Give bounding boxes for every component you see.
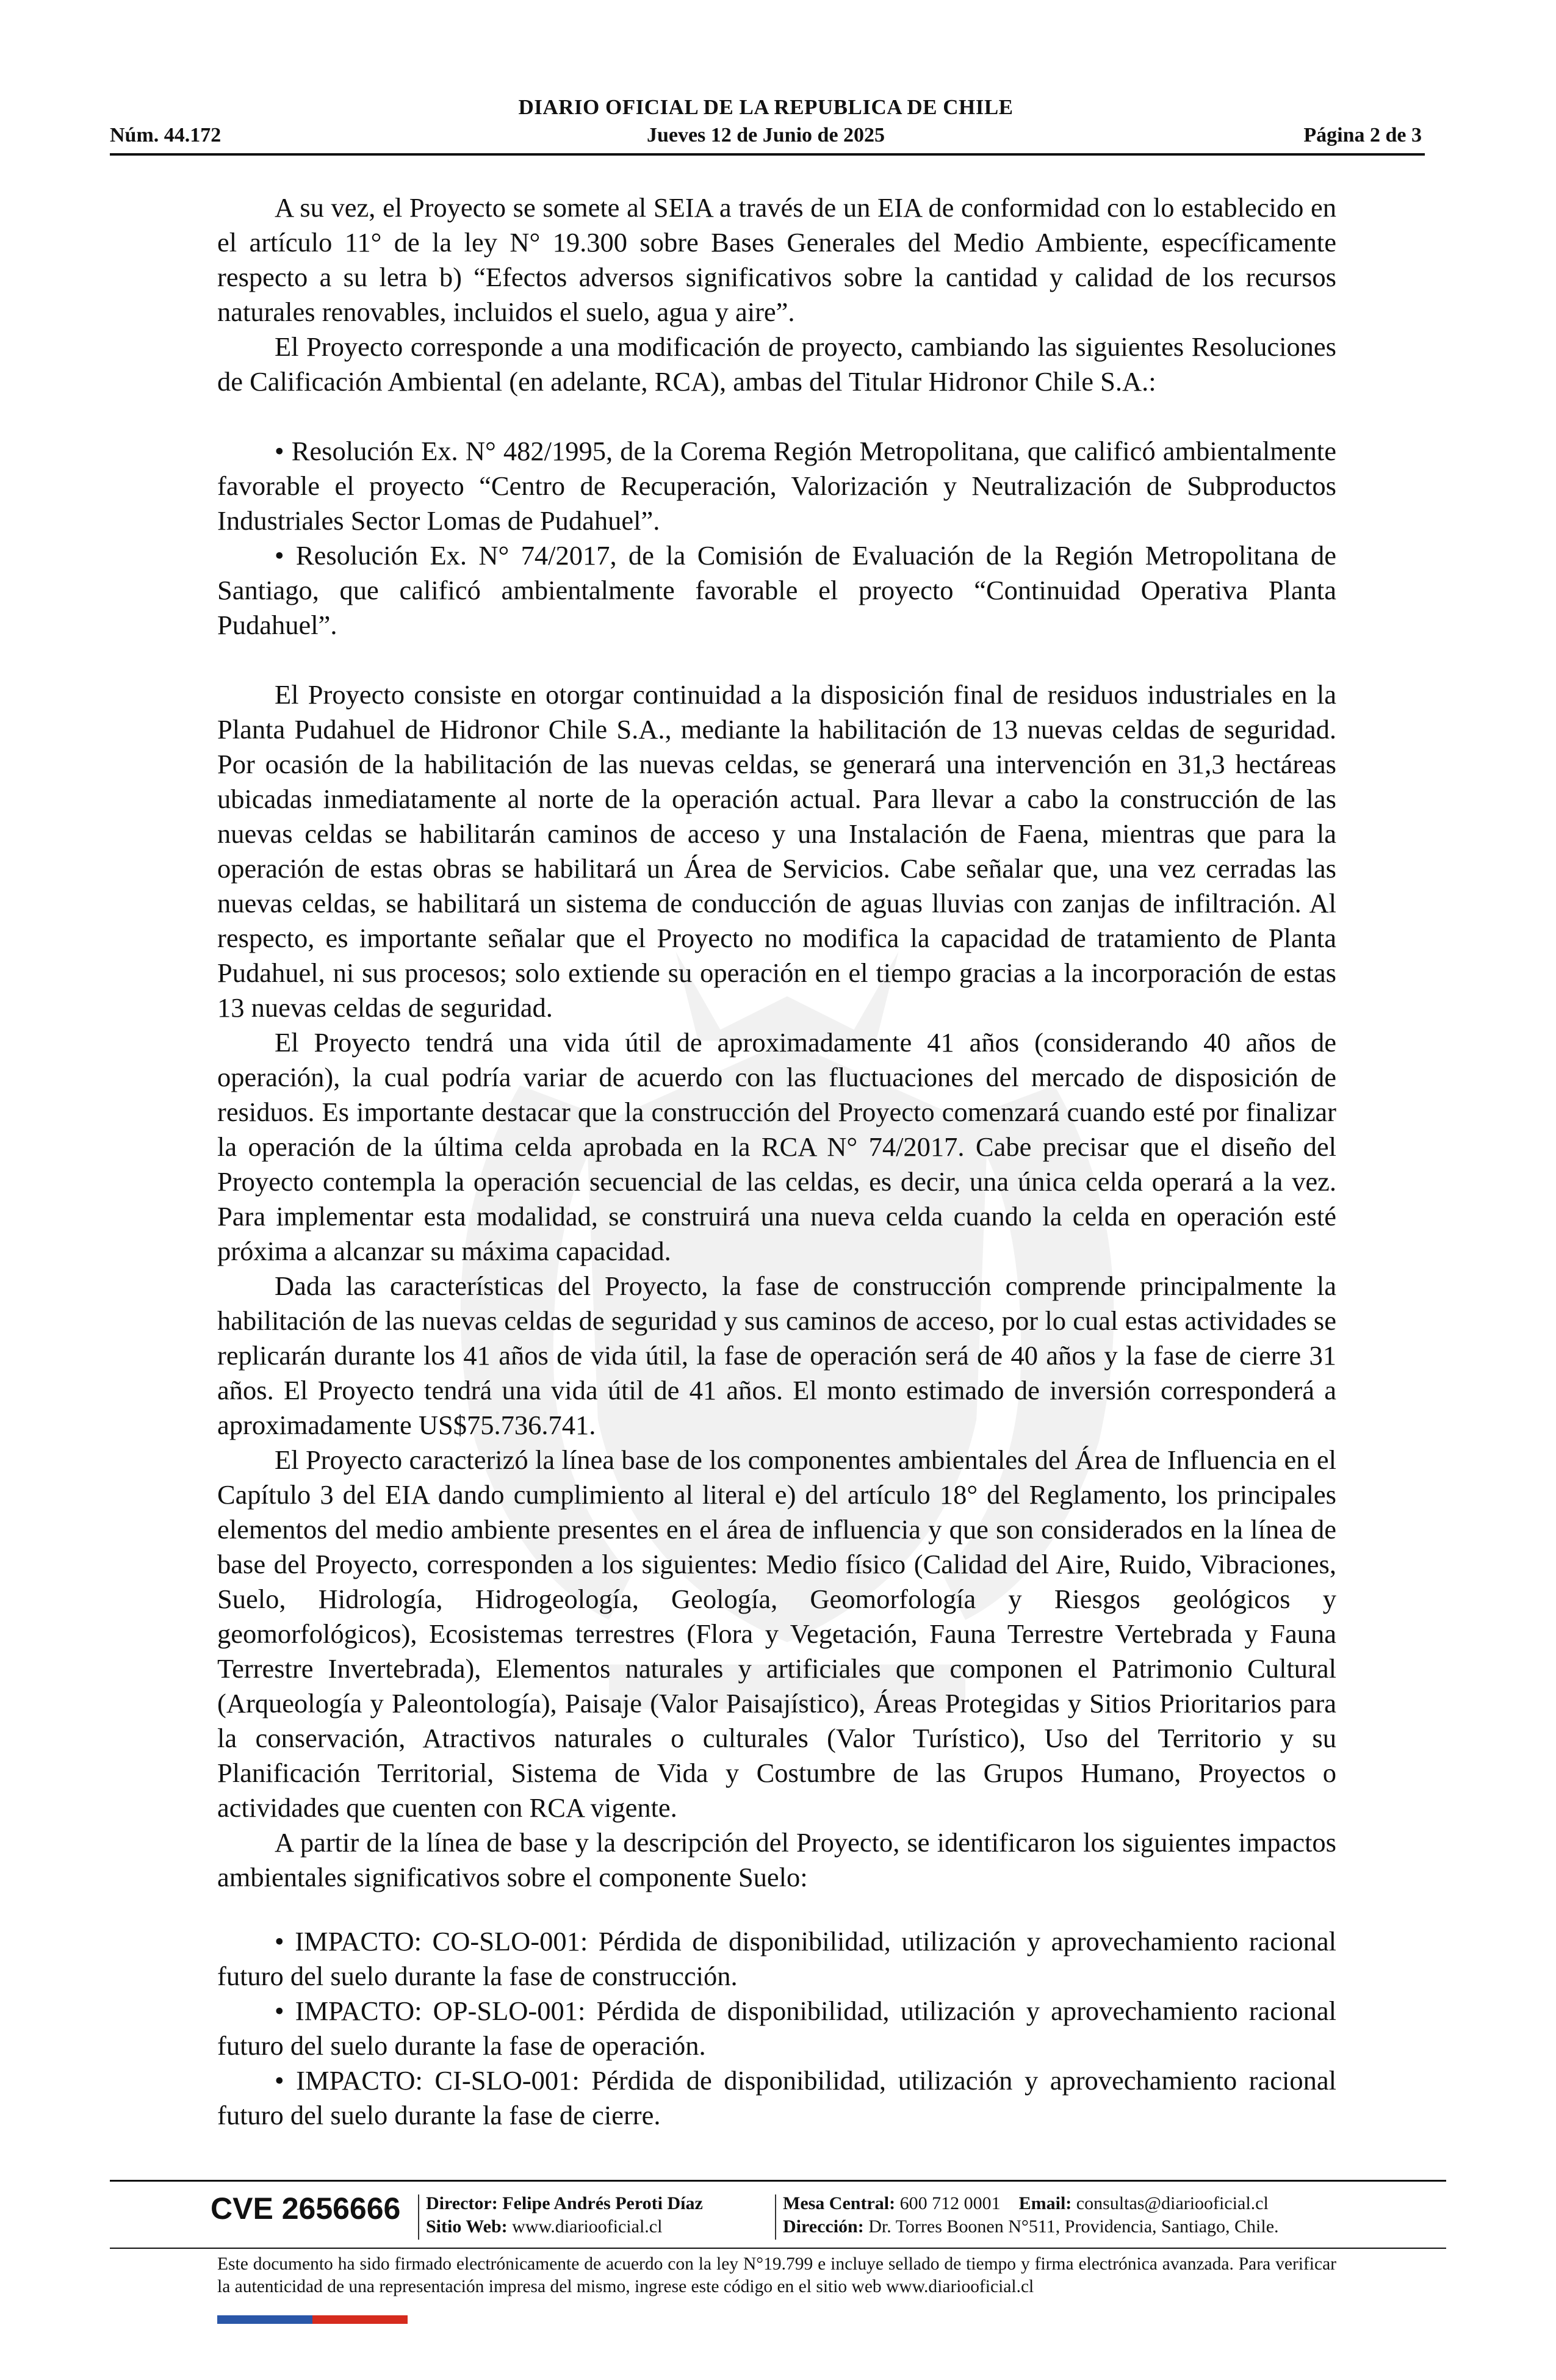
- issue-number: Núm. 44.172: [110, 124, 222, 146]
- list-item: • Resolución Ex. N° 482/1995, de la Corema Región Metropolitana, que calificó ambientalmente favorable el proyecto “Centro de Recuperación, Valorización y Neutralización de Subproductos Industriales Sector Lomas de Pudahuel”.: [217, 436, 1336, 536]
- website-link[interactable]: www.diariooficial.cl: [512, 2216, 663, 2237]
- list-item: • IMPACTO: OP-SLO-001: Pérdida de disponibilidad, utilización y aprovechamiento racional futuro del suelo durante la fase de operación.: [217, 1996, 1336, 2061]
- footer-separator: [418, 2194, 419, 2240]
- address: Dr. Torres Boonen N°511, Providencia, Santiago, Chile.: [868, 2216, 1279, 2237]
- paragraph: El Proyecto tendrá una vida útil de aproximadamente 41 años (considerando 40 años de operación), la cual podría variar de acuerdo con las fluctuaciones del mercado de disposición de residuos. Es importante destacar que la construcción del Proyecto comenzará cuando esté por finalizar la operación de la última celda aprobada en la RCA N° 74/2017. Cabe precisar que el diseño del Proyecto contempla la operación secuencial de las celdas, es decir, una única celda operará a la vez. Para implementar esta modalidad, se construirá una nueva celda cuando la celda en operación esté próxima a alcanzar su máxima capacidad.: [217, 1027, 1336, 1266]
- director-line: Director: Felipe Andrés Peroti Díaz: [426, 2193, 703, 2213]
- document-body: [217, 190, 1336, 2133]
- paragraph: A partir de la línea de base y la descripción del Proyecto, se identificaron los siguientes impactos ambientales significativos sobre el componente Suelo:: [217, 1827, 1336, 1892]
- cve-code: CVE 2656666: [211, 2191, 401, 2226]
- issue-date: Jueves 12 de Junio de 2025: [646, 124, 885, 146]
- paragraph: El Proyecto caracterizó la línea base de los componentes ambientales del Área de Influencia en el Capítulo 3 del EIA dando cumplimiento al literal e) del artículo 18° del Reglamento, los principales elementos del medio ambiente presentes en el área de influencia y que son considerados en la línea de base del Proyecto, corresponden a los siguientes: Medio físico (Calidad del Aire, Ruido, Vibraciones, Suelo, Hidrología, Hidrogeología, Geología, Geomorfología y Riesgos geológicos y geomorfológicos), Ecosistemas terrestres (Flora y Vegetación, Fauna Terrestre Vertebrada y Fauna Terrestre Invertebrada), Elementos naturales y artificiales que componen el Patrimonio Cultural (Arqueología y Paleontología), Paisaje (Valor Paisajístico), Áreas Protegidas y Sitios Prioritarios para la conservación, Atractivos naturales o culturales (Valor Turístico), Uso del Territorio y su Planificación Territorial, Sistema de Vida y Costumbre de las Grupos Humano, Proyectos o actividades que cuenten con RCA vigente.: [217, 1444, 1336, 1823]
- list-item: • IMPACTO: CO-SLO-001: Pérdida de disponibilidad, utilización y aprovechamiento racional futuro del suelo durante la fase de construcción.: [217, 1926, 1336, 1991]
- list-item: • Resolución Ex. N° 74/2017, de la Comisión de Evaluación de la Región Metropolitana de Santiago, que calificó ambientalmente favorable el proyecto “Continuidad Operativa Planta Pudahuel”.: [217, 540, 1336, 640]
- list-item: • IMPACTO: CI-SLO-001: Pérdida de disponibilidad, utilización y aprovechamiento racional futuro del suelo durante la fase de cierre.: [217, 2065, 1336, 2130]
- newspaper-title: DIARIO OFICIAL DE LA REPUBLICA DE CHILE: [518, 95, 1014, 119]
- phone-number: 600 712 0001: [899, 2193, 1001, 2213]
- paragraph: Dada las características del Proyecto, la fase de construcción comprende principalmente la habilitación de las nuevas celdas de seguridad y sus caminos de acceso, por lo cual estas actividades se replicarán durante los 41 años de vida útil, la fase de operación será de 40 años y la fase de cierre 31 años. El Proyecto tendrá una vida útil de 41 años. El monto estimado de inversión corresponderá a aproximadamente US$75.736.741.: [217, 1271, 1336, 1440]
- flag-stripe: [217, 2315, 408, 2324]
- paragraph: El Proyecto consiste en otorgar continuidad a la disposición final de residuos industriales en la Planta Pudahuel de Hidronor Chile S.A., mediante la habilitación de 13 nuevas celdas de seguridad. Por ocasión de la habilitación de las nuevas celdas, se generará una intervención en 31,3 hectáreas ubicadas inmediatamente al norte de la operación actual. Para llevar a cabo la construcción de las nuevas celdas se habilitarán caminos de acceso y una Instalación de Faena, mientras que para la operación de estas obras se habilitará un Área de Servicios. Cabe señalar que, una vez cerradas las nuevas celdas, se habilitará un sistema de conducción de aguas lluvias con zanjas de infiltración. Al respecto, es importante señalar que el Proyecto no modifica la capacidad de tratamiento de Planta Pudahuel, ni sus procesos; solo extiende su operación en el tiempo gracias a la incorporación de estas 13 nuevas celdas de seguridad.: [217, 679, 1336, 1023]
- director-name: Felipe Andrés Peroti Díaz: [502, 2193, 703, 2213]
- signature-note: Este documento ha sido firmado electrónicamente de acuerdo con la ley N°19.799 e incluye sellado de tiempo y firma electrónica avanzada. Para verificar la autenticidad de una representación impresa del mismo, ingrese este código en el sitio web www.diariooficial.cl: [217, 2254, 1336, 2296]
- page-header: [110, 92, 1422, 159]
- flag-blue-segment: [217, 2315, 312, 2324]
- paragraph: A su vez, el Proyecto se somete al SEIA a través de un EIA de conformidad con lo establecido en el artículo 11° de la ley N° 19.300 sobre Bases Generales del Medio Ambiente, específicamente respecto a su letra b) “Efectos adversos significativos sobre la cantidad y calidad de los recursos naturales renovables, incluidos el suelo, agua y aire”.: [217, 192, 1336, 327]
- flag-red-segment: [312, 2315, 408, 2324]
- address-line: Dirección: Dr. Torres Boonen N°511, Providencia, Santiago, Chile.: [783, 2216, 1279, 2237]
- website-line: Sitio Web: www.diariooficial.cl: [426, 2216, 663, 2237]
- page-footer: [110, 2186, 1446, 2253]
- footer-separator: [775, 2194, 776, 2240]
- footer-divider-bottom: [110, 2248, 1446, 2249]
- header-divider: [110, 153, 1425, 156]
- footer-divider: [110, 2180, 1446, 2182]
- contact-line: Mesa Central: 600 712 0001 Email: consultas@diariooficial.cl: [783, 2193, 1269, 2213]
- email-link[interactable]: consultas@diariooficial.cl: [1076, 2193, 1269, 2213]
- page-number: Página 2 de 3: [1303, 124, 1422, 146]
- paragraph: El Proyecto corresponde a una modificación de proyecto, cambiando las siguientes Resoluciones de Calificación Ambiental (en adelante, RCA), ambas del Titular Hidronor Chile S.A.:: [217, 331, 1336, 397]
